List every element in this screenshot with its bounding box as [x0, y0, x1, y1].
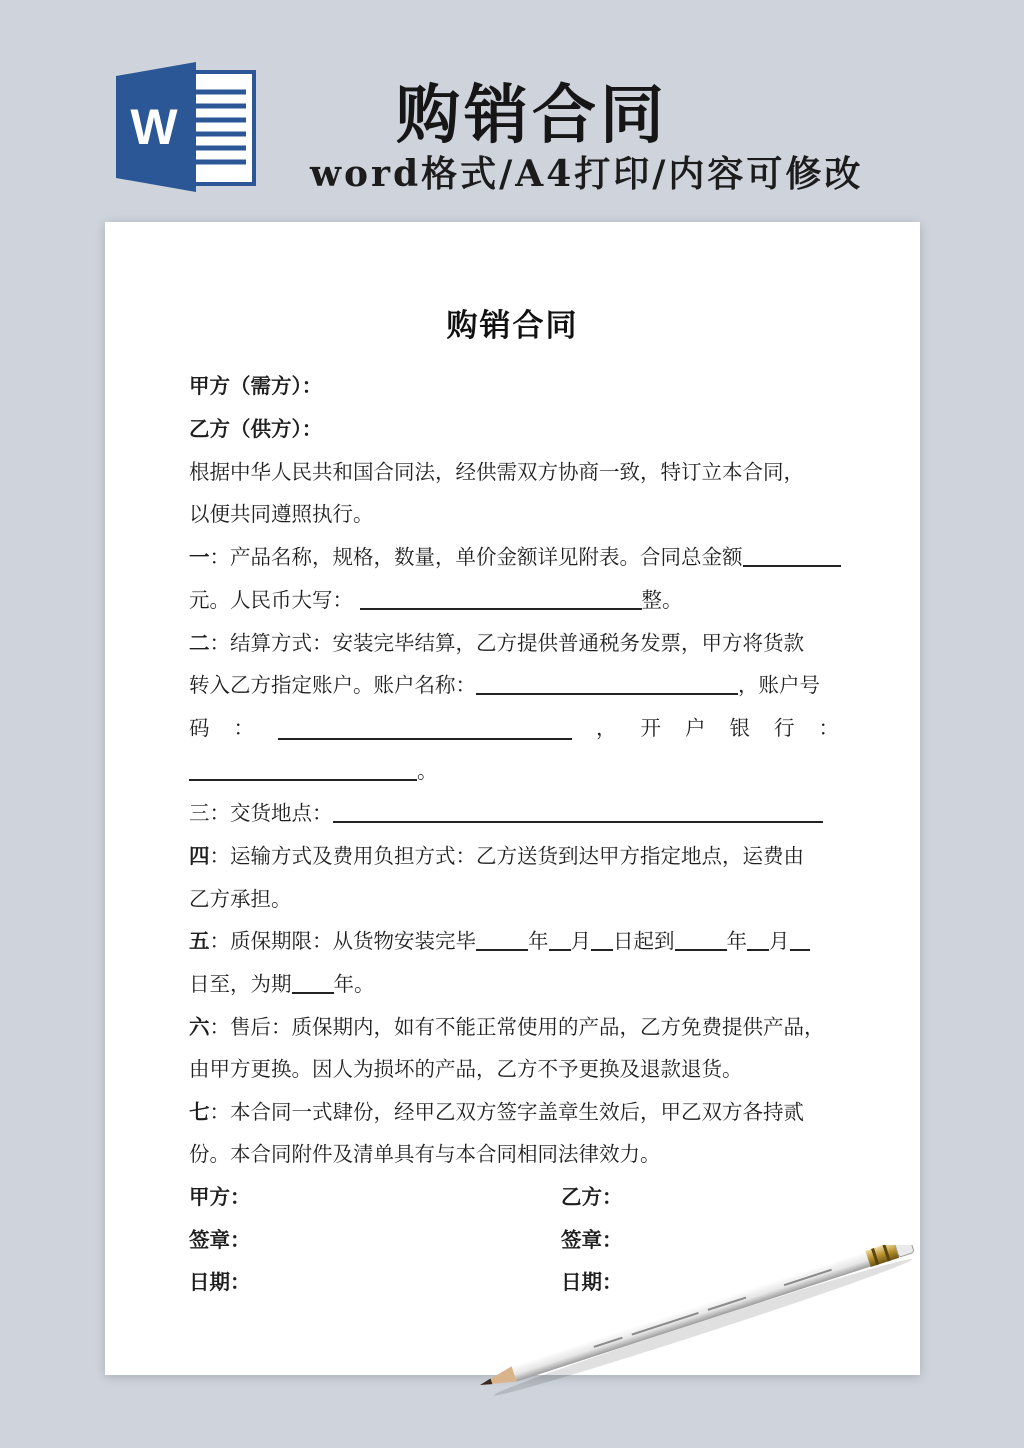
clause-5-text: ：质保期限：从货物安装完毕 [209, 929, 476, 953]
party-b-line: 乙方（供方）： [189, 417, 323, 441]
month-label: 月 [570, 929, 591, 953]
clause-5-number: 五 [189, 929, 210, 953]
contract-page [105, 222, 920, 1375]
clause-6-number: 六 [189, 1015, 210, 1039]
year-label: 年 [726, 929, 747, 953]
char: 户 [685, 716, 706, 740]
clause-2-line-4 [189, 751, 839, 791]
date-party-b: 日期： [561, 1270, 623, 1294]
clause-2-text: ：结算方式：安装完毕结算，乙方提供普通税务发票，甲方将货款 [209, 631, 804, 655]
char: 行 [774, 716, 795, 740]
clause-7-text: ：本合同一式肆份，经甲乙双方签字盖章生效后，甲乙双方各持贰 [209, 1100, 804, 1124]
total-amount-blank[interactable] [743, 543, 841, 567]
sign-party-a: 甲方： [189, 1185, 251, 1209]
clause-1-line-1 [189, 537, 839, 577]
warranty-years-blank[interactable] [292, 970, 334, 994]
date-party-a: 日期： [189, 1270, 251, 1294]
period: 。 [417, 759, 438, 783]
sign-party-b: 乙方： [561, 1185, 623, 1209]
clause-4-number: 四 [189, 844, 210, 868]
delivery-location-blank[interactable] [333, 799, 823, 823]
rmb-uppercase-blank[interactable] [360, 586, 642, 610]
end-day-blank[interactable] [790, 927, 810, 951]
clause-7-number: 七 [189, 1100, 210, 1124]
clause-2-line-3 [189, 708, 839, 748]
start-year-blank[interactable] [476, 927, 528, 951]
intro-line-2: 以便共同遵照执行。 [189, 502, 374, 526]
start-day-blank[interactable] [591, 927, 613, 951]
document-title: 购销合同 [446, 308, 579, 344]
month-label: 月 [769, 929, 790, 953]
end-year-blank[interactable] [675, 927, 727, 951]
clause-5-line-1 [189, 921, 839, 961]
intro-line-1: 根据中华人民共和国合同法，经供需双方协商一致，特订立本合同， [189, 460, 804, 484]
word-logo-letter: W [130, 99, 178, 155]
banner-title: 购销合同 [396, 78, 668, 153]
clause-1-text: ：产品名称，规格，数量，单价金额详见附表。合同总金额 [209, 545, 743, 569]
clause-3-line [189, 793, 839, 833]
clause-2-line-1 [189, 623, 839, 663]
year-label: 年 [528, 929, 549, 953]
clause-7-line-2: 份。本合同附件及清单具有与本合同相同法律效力。 [189, 1142, 661, 1166]
account-number-blank[interactable] [278, 716, 572, 740]
clause-3-text: ：交货地点： [209, 801, 333, 825]
char: 开 [640, 716, 661, 740]
char: 码 [189, 716, 210, 740]
clause-6-text: ：售后：质保期内，如有不能正常使用的产品，乙方免费提供产品， [209, 1015, 825, 1039]
end-month-blank[interactable] [747, 927, 769, 951]
char: 银 [729, 716, 750, 740]
years-label: 年。 [333, 972, 375, 996]
seal-party-b: 签章： [561, 1228, 623, 1252]
comma: ， [596, 716, 617, 740]
clause-3-number: 三 [189, 801, 210, 825]
clause-1-number: 一 [189, 545, 210, 569]
account-name-blank[interactable] [476, 671, 738, 695]
banner-subtitle: word格式/A4打印/内容可修改 [310, 153, 864, 195]
clause-6-line-2: 由甲方更换。因人为损坏的产品，乙方不予更换及退款退货。 [189, 1057, 743, 1081]
bank-name-blank[interactable] [189, 757, 417, 781]
clause-2-number: 二 [189, 631, 210, 655]
clause-5-line-2 [189, 964, 839, 1004]
clause-4-line-2: 乙方承担。 [189, 887, 292, 911]
clause-6-line-1 [189, 1007, 839, 1047]
start-month-blank[interactable] [549, 927, 571, 951]
pencil-icon [460, 1245, 930, 1405]
rmb-suffix: 整。 [641, 588, 683, 612]
account-number-label: ，账户号 [738, 673, 820, 697]
day-to-label: 日至，为期 [189, 972, 292, 996]
day-from-label: 日起到 [613, 929, 675, 953]
clause-4-text: ：运输方式及费用负担方式：乙方送货到达甲方指定地点，运费由 [209, 844, 804, 868]
clause-2-line-2 [189, 665, 839, 705]
seal-party-a: 签章： [189, 1228, 251, 1252]
rmb-label: 元。人民币大写： [189, 588, 353, 612]
clause-7-line-1 [189, 1092, 839, 1132]
clause-4-line-1 [189, 836, 839, 876]
party-a-line: 甲方（需方）： [189, 374, 323, 398]
colon: ： [233, 716, 254, 740]
clause-1-line-2 [189, 580, 839, 620]
colon: ： [818, 716, 839, 740]
account-name-label: 转入乙方指定账户。账户名称： [189, 673, 476, 697]
